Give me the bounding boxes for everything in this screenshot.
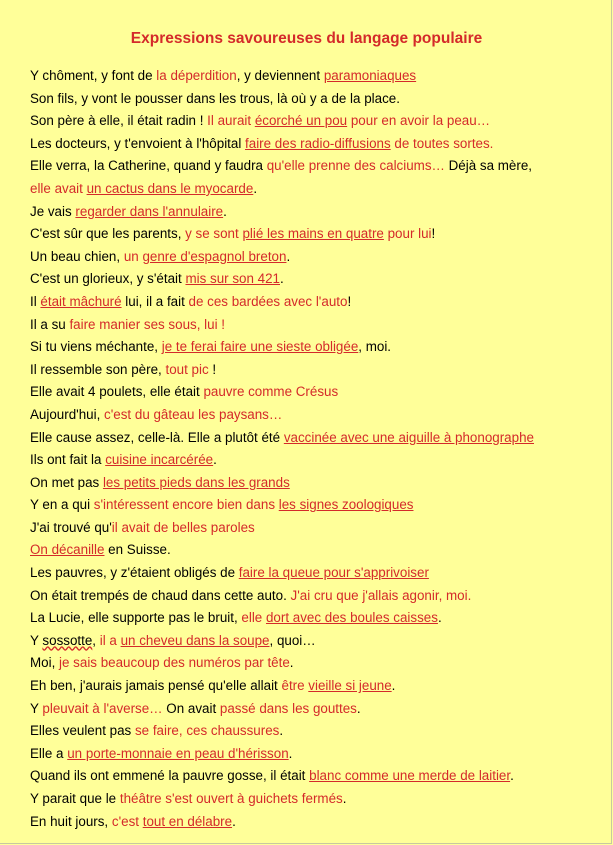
line-text: . [289, 655, 294, 671]
expression-line [30, 223, 605, 246]
expression-line [30, 314, 605, 337]
expression-line [30, 133, 605, 156]
underlined-expression: écorché un pou [254, 113, 348, 129]
line-text: . [342, 791, 347, 806]
highlighted-text: Il aurait [207, 113, 255, 129]
underlined-expression: tout en délabre [142, 813, 233, 829]
expression-line [30, 765, 605, 788]
line-text: Son père à elle, il était radin ! [30, 113, 208, 129]
line-text: Elle avait 4 poulets, elle était [30, 384, 204, 400]
expression-line [30, 517, 605, 540]
expression-line [30, 698, 605, 721]
underlined-expression: regarder dans l'annulaire [75, 203, 224, 219]
line-text: . [253, 180, 258, 196]
line-text: , y deviennent [236, 68, 324, 83]
line-text: ! [347, 293, 352, 309]
expression-line [30, 652, 605, 675]
expression-line [30, 155, 605, 178]
line-text: Elle verra, la Catherine, quand y faudra [30, 158, 267, 174]
highlighted-text: il avait de belles paroles [111, 519, 255, 535]
line-text: C'est un glorieux, y s'était [30, 271, 186, 287]
line-text: Quand ils ont emmené la pauvre gosse, il était [30, 768, 310, 784]
line-text: . [356, 700, 361, 716]
highlighted-text: de ces bardées avec l'auto [188, 293, 348, 309]
line-text: Il a su [30, 316, 70, 332]
page-title: Expressions savoureuses du langage populaire [130, 30, 483, 47]
expression-line [30, 110, 605, 133]
expression-line [30, 336, 605, 359]
highlighted-text: être [281, 678, 309, 694]
highlighted-text: pour en avoir la peau… [347, 113, 491, 129]
line-text: Moi, [30, 655, 60, 671]
underlined-expression: On décanille [30, 542, 105, 558]
highlighted-text: elle avait [30, 180, 87, 196]
line-text: , quoi… [269, 632, 316, 648]
line-text: . [232, 813, 236, 829]
expression-line [30, 675, 605, 698]
line-text: On met pas [30, 474, 103, 490]
highlighted-text: pour lui [383, 226, 432, 242]
underlined-expression: un cactus dans le myocarde [86, 180, 254, 196]
expression-line [30, 494, 605, 517]
line-text: Ils ont fait la [30, 452, 106, 468]
expression-line [30, 562, 605, 585]
expression-line [30, 788, 605, 811]
highlighted-text: J'ai cru que j'allais agonir, moi. [290, 587, 472, 603]
highlighted-text: de toutes sortes. [390, 135, 494, 151]
underlined-expression: un cheveu dans la soupe [120, 632, 270, 648]
line-text: Un beau chien, [30, 248, 124, 264]
expression-line [30, 449, 605, 472]
line-text: . [391, 678, 396, 694]
line-text: . [437, 610, 442, 626]
expression-line [30, 539, 605, 562]
line-text: ! [431, 226, 436, 242]
line-text: Il ressemble son père, [30, 361, 166, 377]
highlighted-text: je sais beaucoup des numéros par tête [59, 655, 290, 671]
line-text: Il [30, 293, 41, 309]
line-text: . [279, 723, 284, 739]
highlighted-text: s'intéressent encore bien dans [93, 497, 279, 513]
expression-line [30, 472, 605, 495]
underlined-expression: faire la queue pour s'apprivoiser [238, 565, 429, 581]
expression-line [30, 811, 605, 834]
expression-line [30, 381, 605, 404]
line-text: Y parait que le [30, 791, 120, 806]
highlighted-text: tout pic [165, 361, 209, 377]
line-text: Elle a [30, 745, 68, 761]
line-text: Y chôment, y font de [30, 68, 157, 83]
highlighted-text: un [123, 248, 143, 264]
underlined-expression: les signes zoologiques [278, 497, 414, 513]
line-text: Si tu viens méchante, [30, 339, 162, 355]
expression-line [30, 585, 605, 608]
line-text: Eh ben, j'aurais jamais pensé qu'elle allait [30, 678, 282, 694]
highlighted-text: pauvre comme Crésus [203, 384, 339, 400]
highlighted-text: se faire, ces chaussures [134, 723, 280, 739]
highlighted-text: passé dans les gouttes [219, 700, 357, 716]
expression-list [30, 65, 605, 833]
line-text: Aujourd'hui, [30, 406, 105, 422]
underlined-expression: paramoniaques [323, 68, 417, 83]
underlined-expression: faire des radio-diffusions [245, 135, 391, 151]
line-text: . [213, 452, 217, 468]
underlined-expression: je te ferai faire une sieste obligée [161, 339, 359, 355]
line-text: lui, il a fait [121, 293, 189, 309]
expression-line [30, 404, 605, 427]
highlighted-text: théâtre s'est ouvert à guichets fermés [119, 791, 343, 806]
underlined-expression: un porte-monnaie en peau d'hérisson [67, 745, 289, 761]
line-text: Y [30, 700, 43, 716]
line-text: Son fils, y vont le pousser dans les trous, là où y a de la place. [30, 90, 400, 106]
highlighted-text: y se sont [185, 226, 243, 242]
expression-line [30, 246, 605, 269]
expression-line [30, 427, 605, 450]
expression-line [30, 359, 605, 382]
line-text: Y en a qui [30, 497, 94, 513]
line-text: La Lucie, elle supporte pas le bruit, [30, 610, 242, 626]
underlined-expression: était mâchuré [40, 293, 122, 309]
highlighted-text: elle [241, 610, 266, 626]
line-text: ! [208, 361, 217, 377]
line-text: . [510, 768, 514, 784]
highlighted-text: la déperdition [156, 68, 237, 83]
line-text: . [286, 248, 291, 264]
highlighted-text: qu'elle prenne des calciums… [266, 158, 449, 174]
expression-line [30, 607, 605, 630]
misspelled-word: sossotte [42, 632, 93, 648]
underlined-expression: les petits pieds dans les grands [102, 474, 290, 490]
underlined-expression: cuisine incarcérée [105, 452, 214, 468]
line-text: En huit jours, [30, 813, 112, 829]
line-text: Déjà sa mère, [448, 158, 532, 174]
line-text: Je vais [30, 203, 76, 219]
expression-line [30, 291, 605, 314]
line-text: On était trempés de chaud dans cette auto. [30, 587, 291, 603]
underlined-expression: vaccinée avec une aiguille à phonographe [283, 429, 534, 445]
line-text: , [92, 632, 100, 648]
line-text: J'ai trouvé qu' [30, 519, 112, 535]
line-text: Y [30, 632, 43, 648]
expression-line [30, 743, 605, 766]
expression-line [30, 720, 605, 743]
highlighted-text: il a [99, 632, 121, 648]
highlighted-text: c'est [111, 813, 143, 829]
line-text: Elles veulent pas [30, 723, 135, 739]
line-text: . [223, 203, 227, 219]
highlighted-text: c'est du gâteau les paysans… [104, 406, 283, 422]
underlined-expression: dort avec des boules caisses [265, 610, 438, 626]
line-text: On avait [162, 700, 220, 716]
line-text: Les docteurs, y t'envoient à l'hôpital [30, 135, 246, 151]
expression-line [30, 630, 605, 653]
line-text: C'est sûr que les parents, [30, 226, 186, 242]
highlighted-text: pleuvait à l'averse… [42, 700, 163, 716]
expression-line [30, 65, 605, 88]
underlined-expression: vieille si jeune [308, 678, 392, 694]
line-text: . [288, 745, 293, 761]
expression-line [30, 178, 605, 201]
expression-line [30, 268, 605, 291]
underlined-expression: mis sur son 421 [185, 271, 280, 287]
underlined-expression: plié les mains en quatre [242, 226, 384, 242]
line-text: , moi. [358, 339, 392, 355]
line-text: Elle cause assez, celle-là. Elle a plutôt été [30, 429, 284, 445]
line-text: en Suisse. [104, 542, 171, 558]
line-text: . [280, 271, 284, 287]
expression-line [30, 201, 605, 224]
line-text: Les pauvres, y z'étaient obligés de [30, 565, 239, 581]
underlined-expression: blanc comme une merde de laitier [309, 768, 511, 784]
underlined-expression: genre d'espagnol breton [142, 248, 287, 264]
expression-line [30, 88, 605, 111]
highlighted-text: faire manier ses sous, lui ! [69, 316, 225, 332]
